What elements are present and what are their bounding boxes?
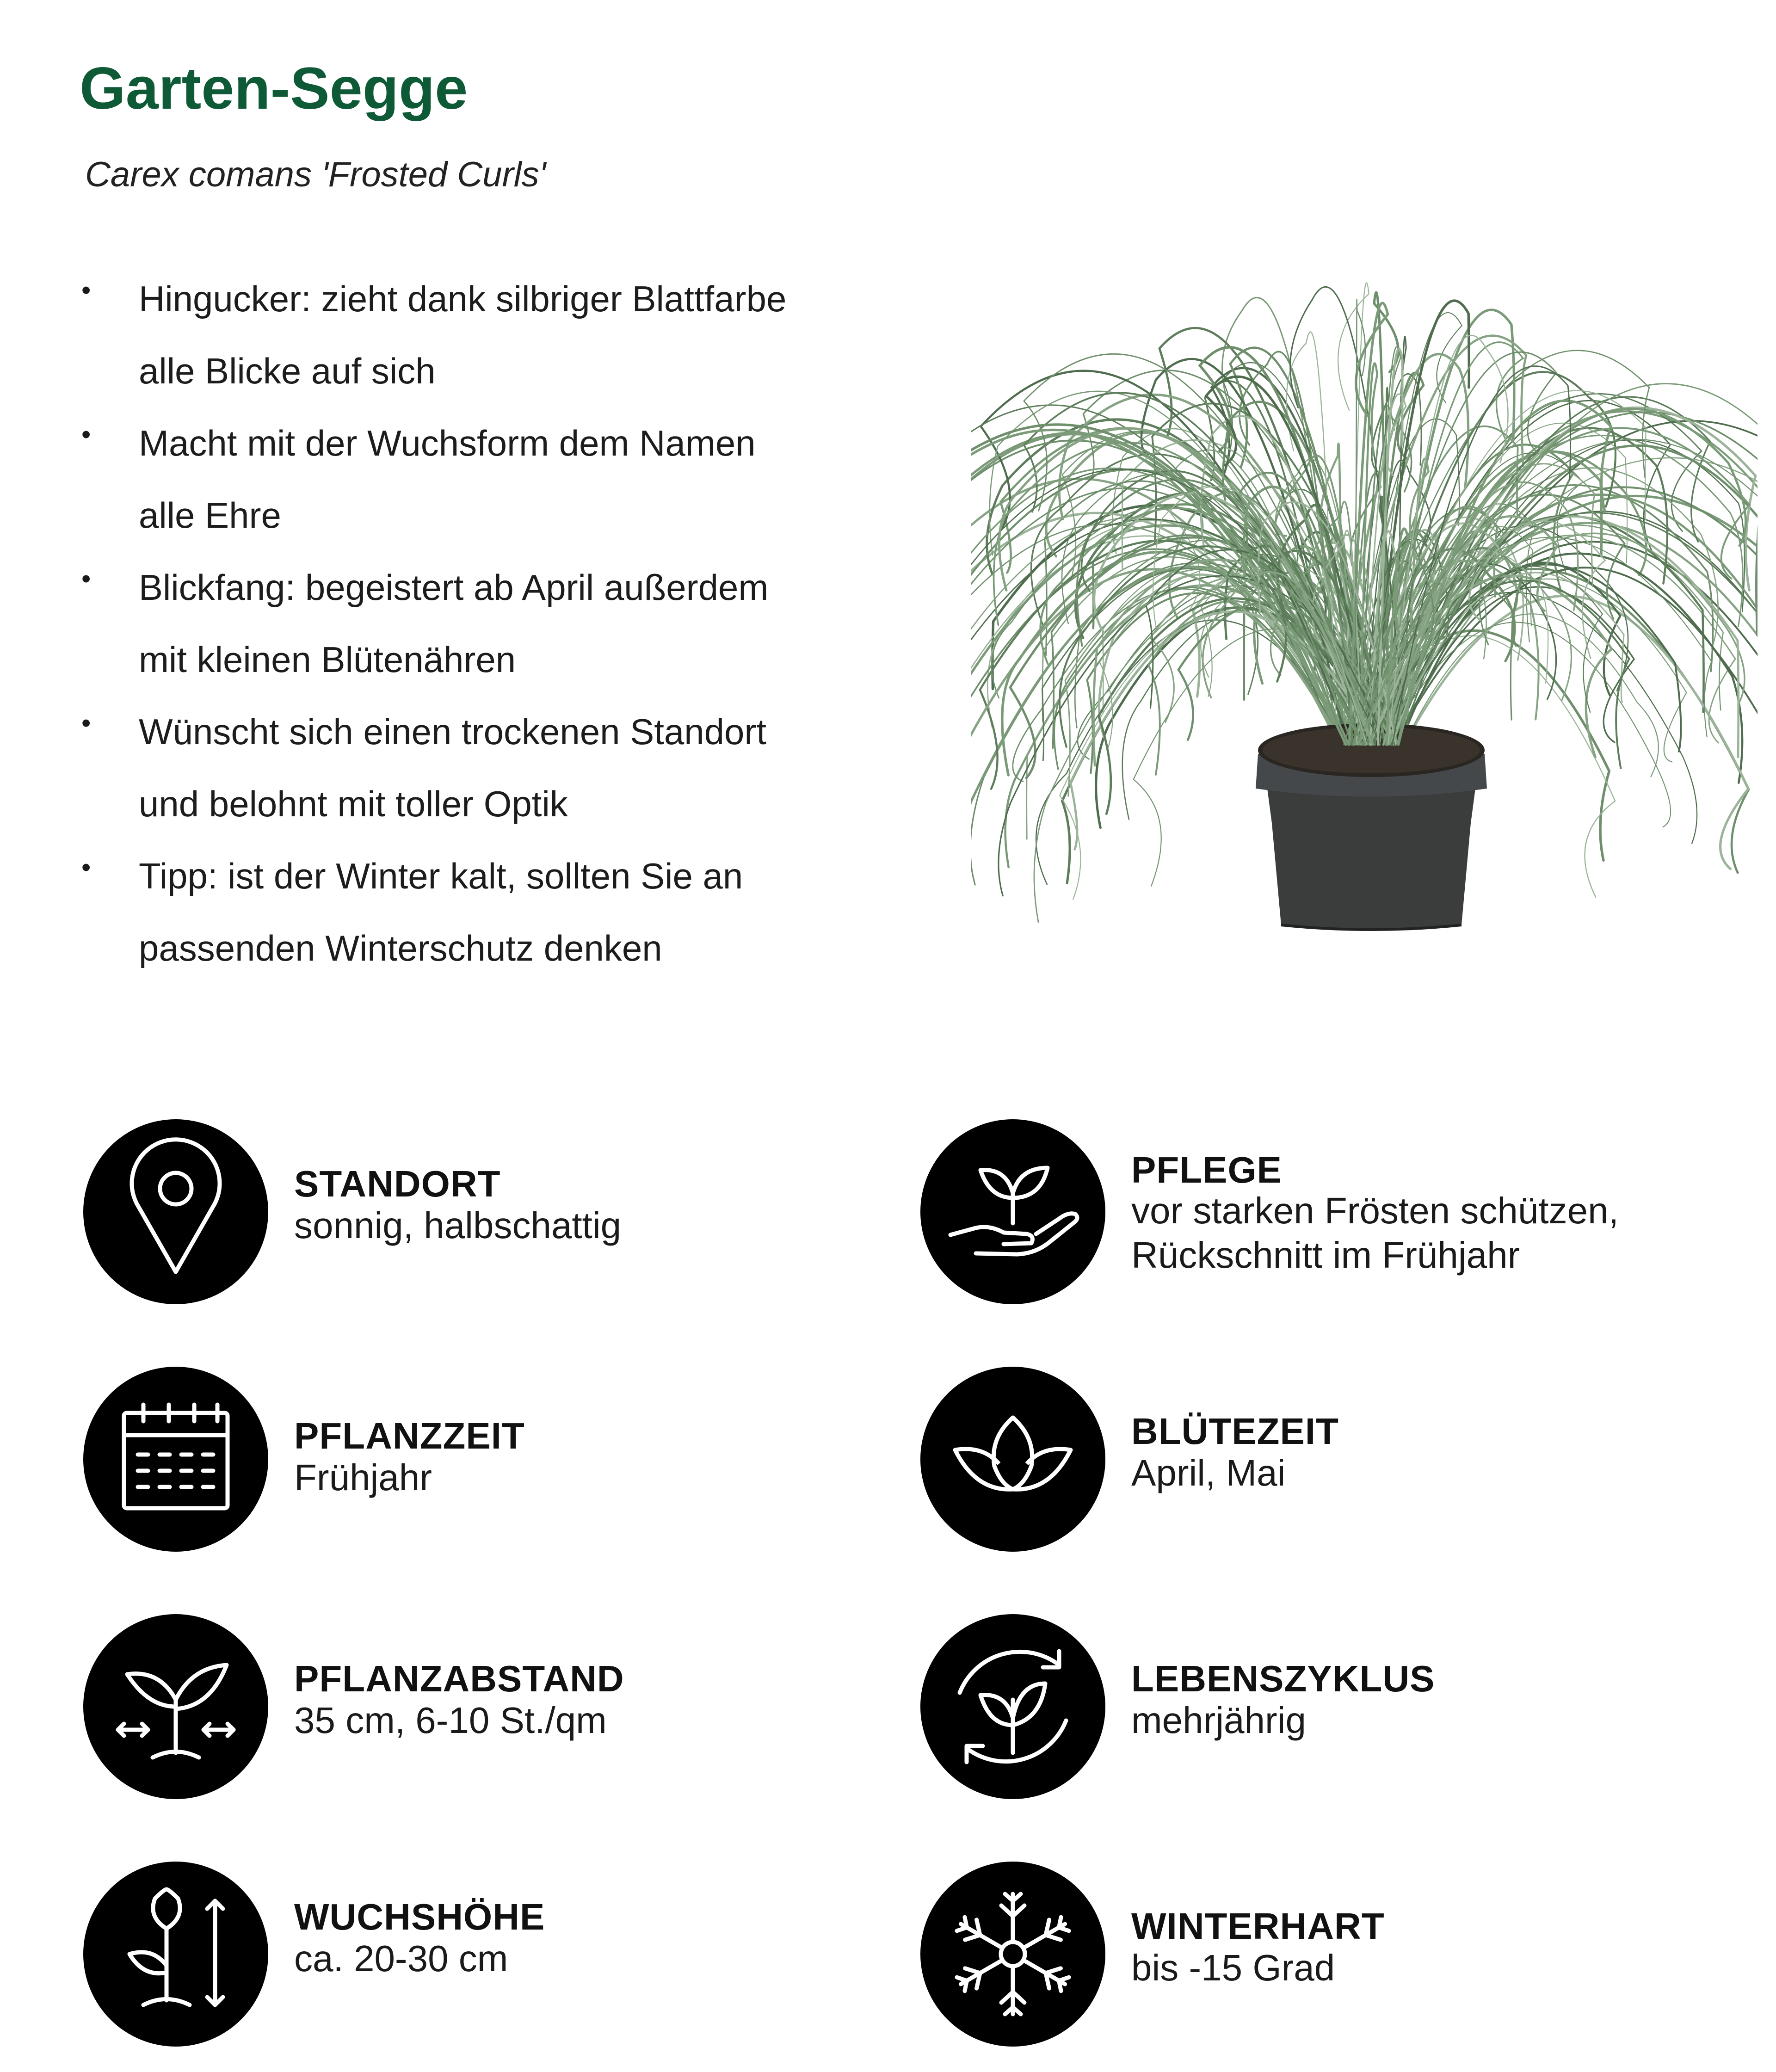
info-value: 35 cm, 6-10 St./qm [294, 1700, 607, 1741]
bullet-icon: • [81, 419, 91, 450]
bullet-icon: • [81, 852, 91, 882]
info-label: LEBENSZYKLUS [1131, 1658, 1435, 1699]
list-item-line: Wünscht sich einen trockenen Standort [139, 711, 767, 752]
lotus-flower-icon [920, 1367, 1105, 1552]
list-item-line: alle Blicke auf sich [139, 351, 436, 391]
list-item [80, 407, 912, 551]
info-label: PFLANZABSTAND [294, 1658, 624, 1699]
list-item-line: Hingucker: zieht dank silbriger Blattfarbe [139, 278, 787, 319]
plant-pot [1256, 723, 1487, 930]
grass-blade [1387, 421, 1758, 740]
info-wuchshoehe [83, 1862, 823, 2047]
bullet-icon: • [81, 708, 91, 738]
feature-list [80, 263, 912, 984]
info-pflege [920, 1119, 1753, 1304]
info-label: WINTERHART [1131, 1906, 1385, 1947]
plant-spacing-icon [83, 1614, 268, 1799]
list-item-line: passenden Winterschutz denken [139, 928, 662, 968]
list-item [80, 696, 912, 840]
info-standort [83, 1119, 823, 1304]
info-label: WUCHSHÖHE [294, 1896, 545, 1937]
cycle-seedling-icon [920, 1614, 1105, 1799]
location-pin-icon [83, 1119, 268, 1304]
info-label: BLÜTEZEIT [1131, 1411, 1339, 1452]
list-item-line: Blickfang: begeistert ab April außerdem [139, 567, 769, 608]
info-value: sonnig, halbschattig [294, 1205, 622, 1246]
list-item-line: Tipp: ist der Winter kalt, sollten Sie an [139, 856, 743, 896]
info-label: PFLEGE [1131, 1149, 1283, 1190]
hand-seedling-icon [920, 1119, 1105, 1304]
info-value: mehrjährig [1131, 1700, 1306, 1741]
list-item [80, 263, 912, 407]
info-label: STANDORT [294, 1163, 501, 1204]
botanical-name: Carex comans 'Frosted Curls' [85, 155, 546, 194]
info-pflanzabstand [83, 1614, 823, 1799]
info-value: bis -15 Grad [1131, 1947, 1335, 1988]
info-value: Frühjahr [294, 1457, 432, 1498]
info-value: April, Mai [1131, 1452, 1286, 1493]
list-item [80, 551, 912, 696]
info-value: ca. 20-30 cm [294, 1938, 508, 1979]
calendar-icon [83, 1367, 268, 1552]
info-lebenszyklus [920, 1614, 1753, 1799]
product-image [971, 166, 1758, 953]
list-item-line: und belohnt mit toller Optik [139, 783, 568, 824]
plant-height-icon [83, 1862, 268, 2047]
list-item [80, 840, 912, 984]
bullet-icon: • [81, 564, 91, 594]
info-winterhart [920, 1862, 1753, 2047]
info-pflanzzeit [83, 1367, 823, 1552]
bullet-icon: • [81, 275, 91, 305]
info-bluetezeit [920, 1367, 1753, 1552]
info-value: vor starken Frösten schützen, [1131, 1190, 1619, 1231]
info-label: PFLANZZEIT [294, 1415, 525, 1456]
product-title: Garten-Segge [80, 56, 468, 122]
info-value: Rückschnitt im Frühjahr [1131, 1234, 1520, 1276]
list-item-line: alle Ehre [139, 495, 281, 536]
snowflake-icon [920, 1862, 1105, 2047]
list-item-line: Macht mit der Wuchsform dem Namen [139, 423, 756, 463]
list-item-line: mit kleinen Blütenähren [139, 639, 516, 680]
